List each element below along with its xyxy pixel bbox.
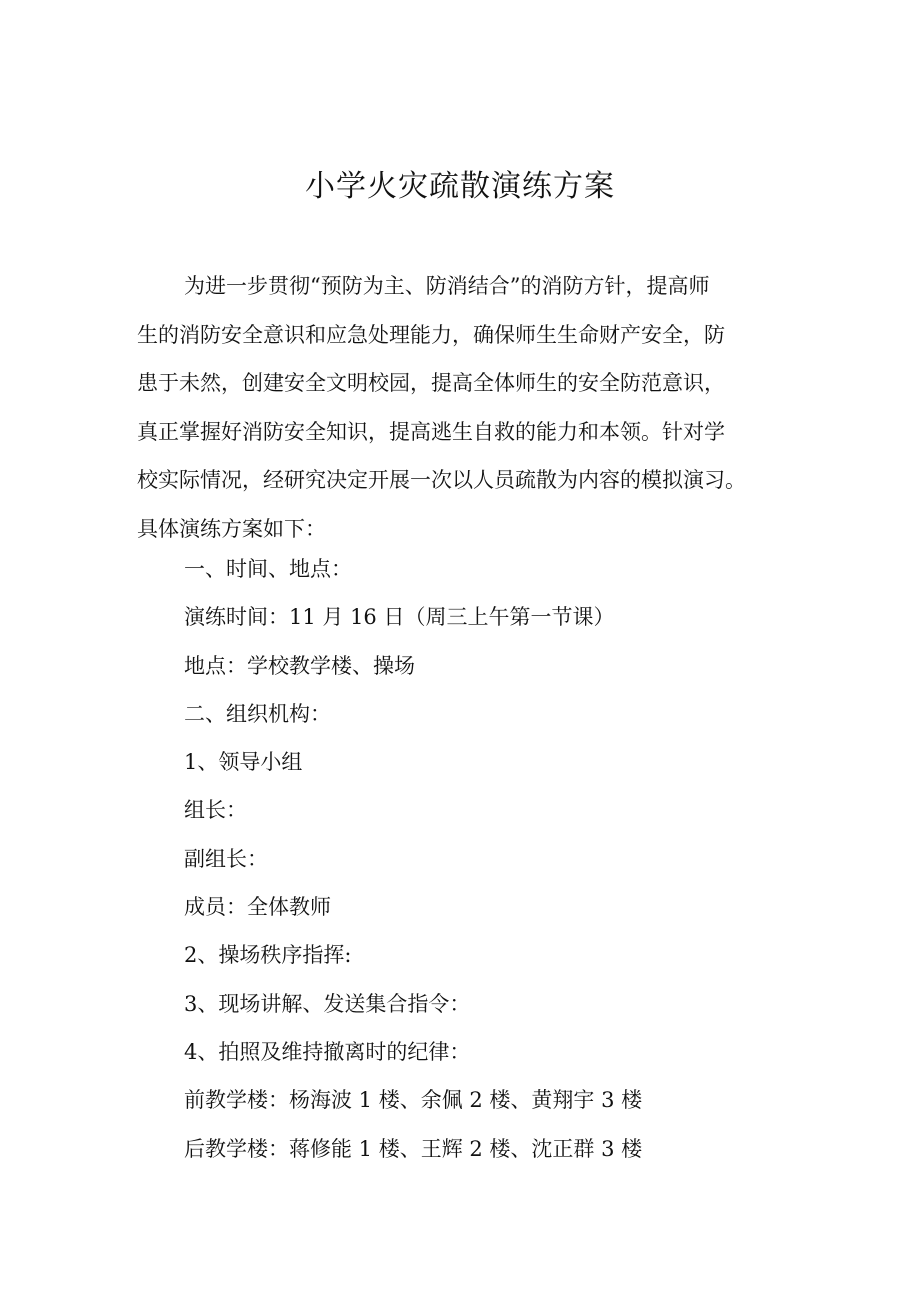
group-leader: 组长： (184, 798, 247, 823)
group-members: 成员：全体教师 (184, 895, 331, 920)
paragraph-line: 具体演练方案如下： (137, 516, 326, 541)
document-title: 小学火灾疏散演练方案 (305, 169, 615, 204)
leadership-group-heading: 1、领导小组 (184, 750, 303, 775)
photo-and-discipline: 4、拍照及维持撤离时的纪律： (184, 1039, 471, 1064)
on-site-explanation: 3、现场讲解、发送集合指令： (184, 991, 471, 1016)
drill-location: 地点：学校教学楼、操场 (184, 653, 415, 678)
front-building-staff: 前教学楼：杨海波 1 楼、余佩 2 楼、黄翔宇 3 楼 (184, 1088, 643, 1113)
intro-paragraph (137, 262, 802, 554)
section-heading-time-place: 一、时间、地点： (184, 557, 352, 581)
back-building-staff: 后教学楼：蒋修能 1 楼、王辉 2 楼、沈正群 3 楼 (184, 1136, 643, 1161)
paragraph-line: 校实际情况，经研究决定开展一次以人员疏散为内容的模拟演习。 (137, 468, 746, 493)
playground-order-command: 2、操场秩序指挥: (184, 943, 352, 968)
plan-items (184, 545, 824, 1173)
drill-time: 演练时间：11 月 16 日（周三上午第一节课） (184, 605, 615, 630)
deputy-group-leader: 副组长： (184, 846, 268, 871)
paragraph-line: 患于未然，创建安全文明校园，提高全体师生的安全防范意识， (137, 371, 725, 396)
paragraph-line: 为进一步贯彻“预防为主、防消结合”的消防方针，提高师 (184, 274, 710, 298)
section-heading-organization: 二、组织机构： (184, 701, 331, 726)
paragraph-line: 真正掌握好消防安全知识，提高逃生自救的能力和本领。针对学 (137, 419, 725, 444)
paragraph-line: 生的消防安全意识和应急处理能力，确保师生生命财产安全，防 (137, 322, 725, 347)
